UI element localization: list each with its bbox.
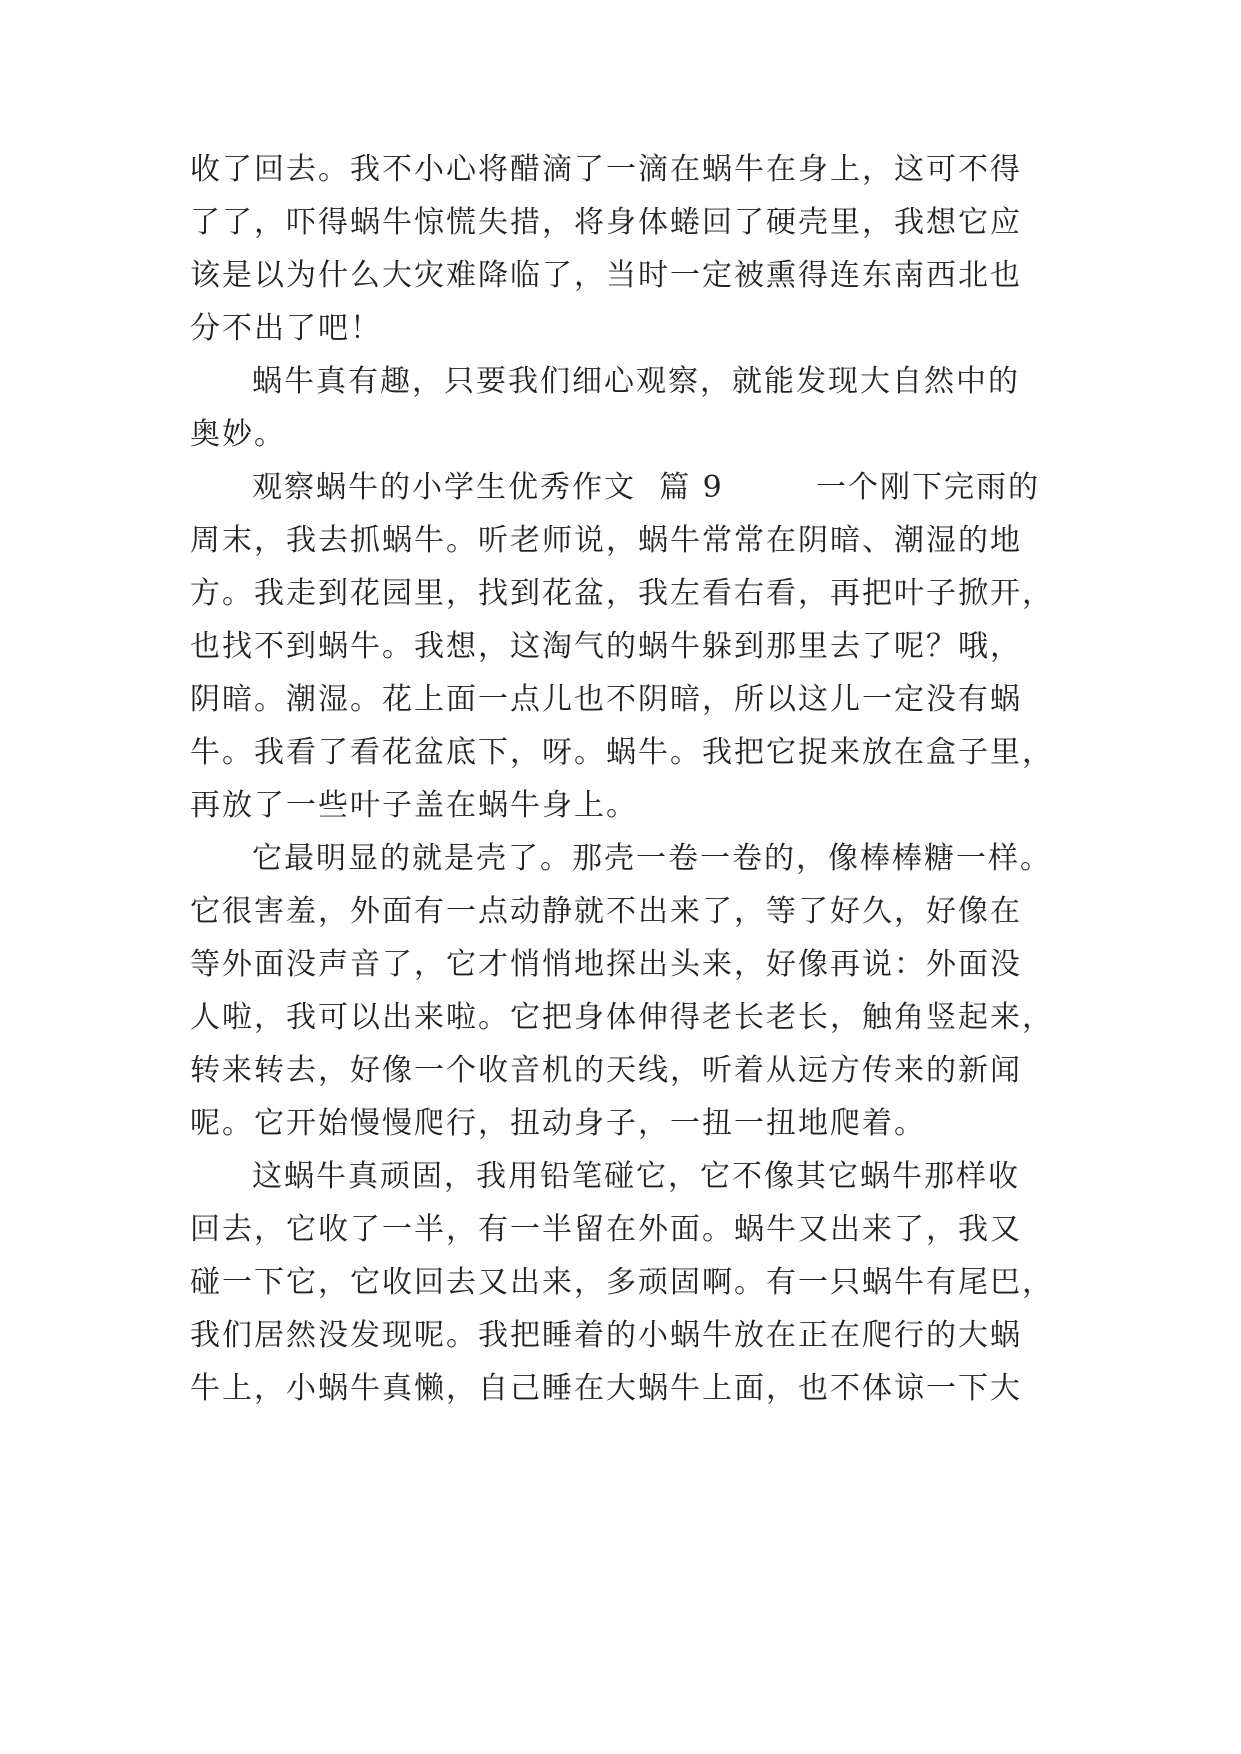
- text-line: 奥妙。: [190, 417, 286, 452]
- text-line: 转来转去，好像一个收音机的天线，听着从远方传来的新闻: [190, 1053, 1022, 1088]
- text-line: 收了回去。我不小心将醋滴了一滴在蜗牛在身上，这可不得: [190, 152, 1022, 187]
- text-line: 了了，吓得蜗牛惊慌失措，将身体蜷回了硬壳里，我想它应: [190, 205, 1022, 240]
- text-line: 等外面没声音了，它才悄悄地探出头来，好像再说：外面没: [190, 947, 1022, 982]
- text-line: 回去，它收了一半，有一半留在外面。蜗牛又出来了，我又: [190, 1212, 1022, 1247]
- text-line: 碰一下它，它收回去又出来，多顽固啊。有一只蜗牛有尾巴，: [190, 1265, 1054, 1300]
- section-heading-line: 观察蜗牛的小学生优秀作文 篇 9 一个刚下完雨的: [252, 470, 1040, 505]
- text-line: 它很害羞，外面有一点动静就不出来了，等了好久，好像在: [190, 894, 1022, 929]
- text-line: 也找不到蜗牛。我想，这淘气的蜗牛躲到那里去了呢？哦，: [190, 629, 1022, 664]
- text-line: 分不出了吧！: [190, 311, 382, 346]
- text-line: 牛。我看了看花盆底下，呀。蜗牛。我把它捉来放在盒子里，: [190, 735, 1054, 770]
- text-line: 蜗牛真有趣，只要我们细心观察，就能发现大自然中的: [252, 364, 1020, 399]
- text-line: 方。我走到花园里，找到花盆，我左看右看，再把叶子掀开，: [190, 576, 1054, 611]
- text-line: 再放了一些叶子盖在蜗牛身上。: [190, 788, 638, 823]
- text-line: 这蜗牛真顽固，我用铅笔碰它，它不像其它蜗牛那样收: [252, 1159, 1020, 1194]
- text-line: 它最明显的就是壳了。那壳一卷一卷的，像棒棒糖一样。: [252, 841, 1052, 876]
- text-line: 周末，我去抓蜗牛。听老师说，蜗牛常常在阴暗、潮湿的地: [190, 523, 1022, 558]
- text-line: 人啦，我可以出来啦。它把身体伸得老长老长，触角竖起来，: [190, 1000, 1054, 1035]
- text-line: 呢。它开始慢慢爬行，扭动身子，一扭一扭地爬着。: [190, 1106, 926, 1141]
- text-line: 该是以为什么大灾难降临了，当时一定被熏得连东南西北也: [190, 258, 1022, 293]
- text-line: 我们居然没发现呢。我把睡着的小蜗牛放在正在爬行的大蜗: [190, 1318, 1022, 1353]
- text-line: 牛上，小蜗牛真懒，自己睡在大蜗牛上面，也不体谅一下大: [190, 1371, 1022, 1406]
- text-line: 阴暗。潮湿。花上面一点儿也不阴暗，所以这儿一定没有蜗: [190, 682, 1022, 717]
